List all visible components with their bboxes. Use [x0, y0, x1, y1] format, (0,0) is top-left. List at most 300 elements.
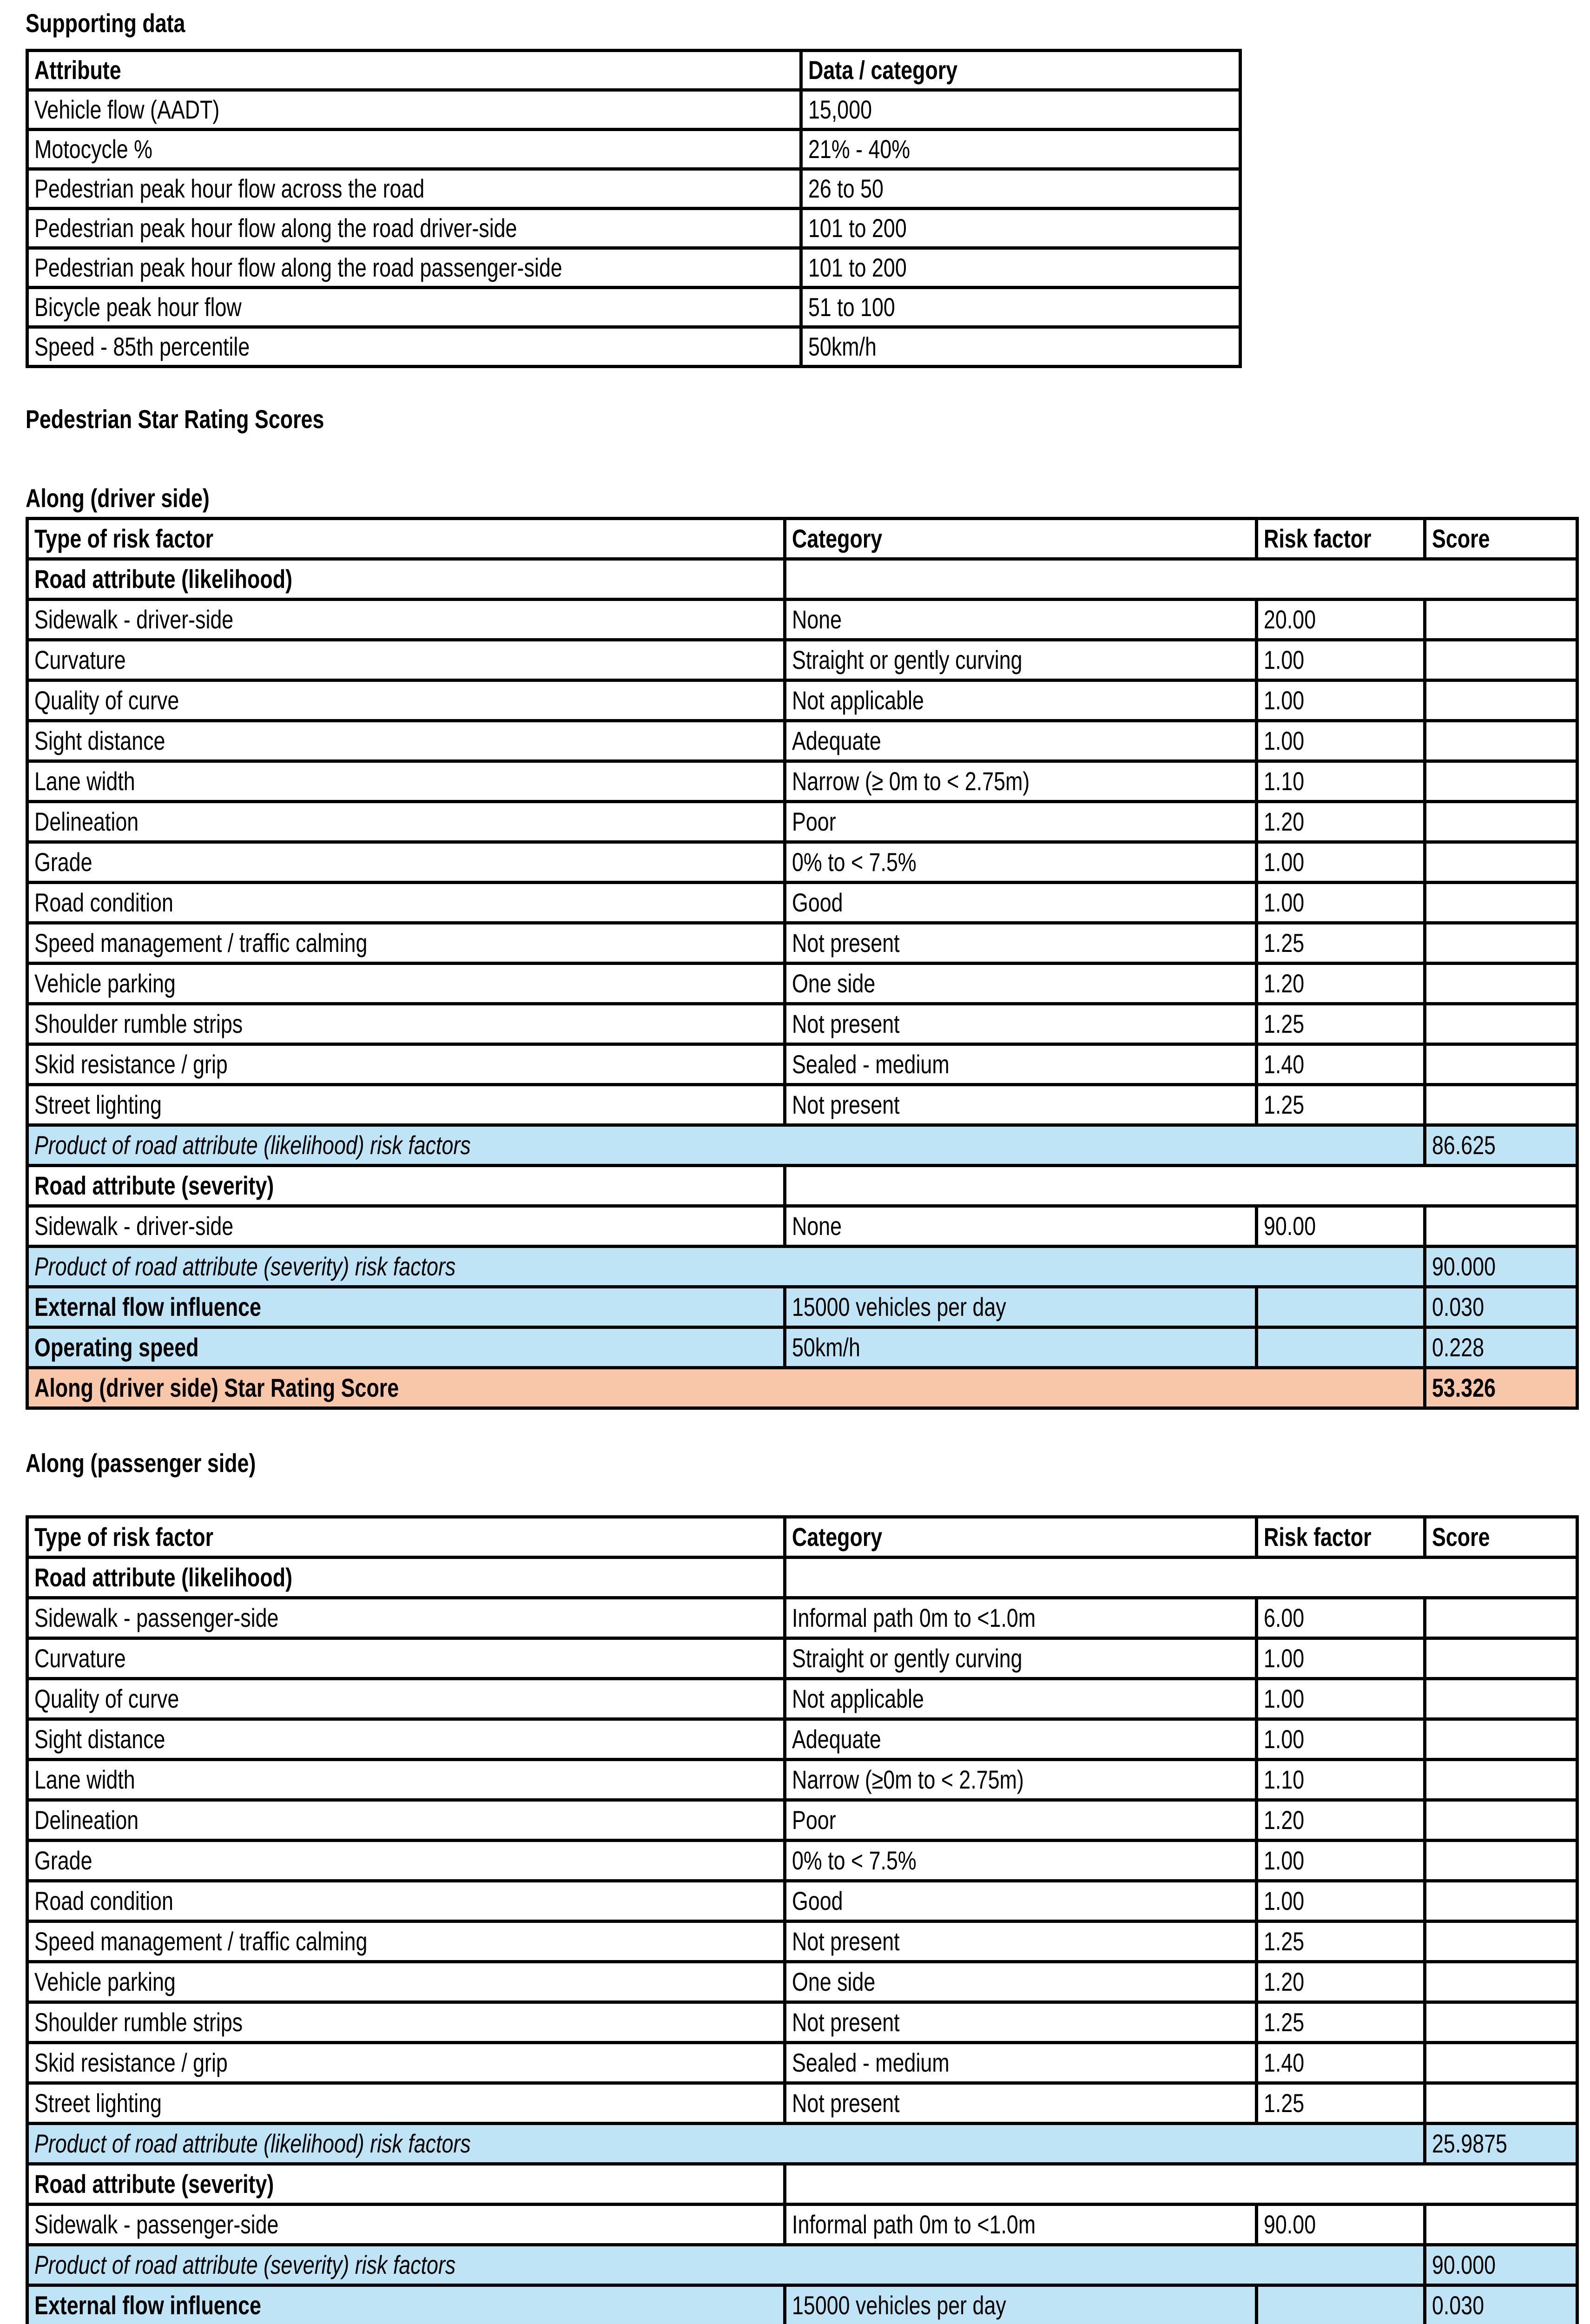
attribute-cell — [27, 327, 801, 367]
score-cell — [1425, 640, 1577, 680]
value-header — [801, 51, 1240, 90]
risk-type-cell — [27, 1085, 785, 1125]
category-cell — [785, 640, 1257, 680]
along-passenger-side-heading-text: Along (passenger side) — [26, 1450, 256, 1477]
risk-factor-cell — [1257, 1760, 1425, 1800]
risk-factor-cell — [1257, 1085, 1425, 1125]
product-score-cell-text: 25.9875 — [1432, 2130, 1507, 2158]
risk-factor-cell-text: 1.00 — [1264, 647, 1304, 674]
risk-factor-cell — [1257, 802, 1425, 842]
risk-type-cell — [27, 721, 785, 761]
section-row — [27, 559, 1577, 600]
category-cell-text: Narrow (≥ 0m to < 2.75m) — [792, 768, 1029, 795]
risk-type-cell-text: Curvature — [34, 1645, 126, 1672]
category-cell-text: Poor — [792, 808, 836, 836]
table-row — [27, 327, 1240, 367]
table-row — [27, 248, 1240, 288]
section-spacer-cell — [785, 1558, 1577, 1598]
risk-type-cell — [27, 1921, 785, 1962]
risk-factor-cell-text: 1.20 — [1264, 808, 1304, 836]
attribute-cell — [27, 130, 801, 169]
item-row — [27, 1044, 1577, 1085]
risk-factor-cell-text: 1.00 — [1264, 687, 1304, 714]
category-cell — [785, 883, 1257, 923]
risk-type-cell-text: Lane width — [34, 1766, 135, 1794]
item-row — [27, 640, 1577, 680]
value-cell — [801, 248, 1240, 288]
value-cell-text: 26 to 50 — [808, 175, 884, 203]
category-cell — [785, 923, 1257, 964]
star-label-cell-text: Along (driver side) Star Rating Score — [34, 1374, 399, 1402]
item-row — [27, 2043, 1577, 2083]
section-spacer-cell — [785, 2164, 1577, 2205]
summary-row — [27, 2285, 1577, 2324]
risk-type-cell-text: Speed management / traffic calming — [34, 1928, 367, 1955]
category-cell — [785, 1085, 1257, 1125]
category-cell-text: Poor — [792, 1807, 836, 1834]
summary-label-cell-text: External flow influence — [34, 1294, 261, 1321]
item-row — [27, 2205, 1577, 2245]
value-cell-text: 50km/h — [808, 333, 877, 361]
item-row — [27, 761, 1577, 802]
risk-type-cell-text: Road condition — [34, 1888, 173, 1915]
score-cell — [1425, 680, 1577, 721]
category-cell-text: Adequate — [792, 727, 881, 755]
star-score-cell-text: 53.326 — [1432, 1374, 1496, 1402]
section-label-cell-text: Road attribute (severity) — [34, 1172, 274, 1200]
value-cell-text: 101 to 200 — [808, 215, 907, 242]
section-spacer-cell — [785, 1166, 1577, 1206]
header-row — [27, 51, 1240, 90]
item-row — [27, 1760, 1577, 1800]
risk-type-cell — [27, 1841, 785, 1881]
summary-label-cell-text: External flow influence — [34, 2292, 261, 2319]
score-cell — [1425, 1679, 1577, 1719]
score-cell — [1425, 1719, 1577, 1760]
risk-factor-cell — [1257, 1044, 1425, 1085]
along-driver-side-table — [26, 517, 1579, 1410]
category-cell — [785, 1638, 1257, 1679]
score-cell — [1425, 1841, 1577, 1881]
category-cell-text: Not present — [792, 1091, 900, 1119]
risk-factor-cell — [1257, 680, 1425, 721]
item-row — [27, 1841, 1577, 1881]
risk-factor-cell — [1257, 2285, 1425, 2324]
score-header — [1425, 519, 1577, 559]
product-score-cell — [1425, 2245, 1577, 2285]
risk-factor-cell — [1257, 842, 1425, 883]
category-cell-text: Not present — [792, 2009, 900, 2036]
risk-factor-cell — [1257, 1598, 1425, 1638]
risk-type-cell-text: Street lighting — [34, 1091, 162, 1119]
attribute-cell — [27, 90, 801, 130]
product-row — [27, 1247, 1577, 1287]
risk-type-cell — [27, 1962, 785, 2002]
item-row — [27, 1638, 1577, 1679]
product-label-cell — [27, 1247, 1425, 1287]
risk-type-cell-text: Sight distance — [34, 727, 165, 755]
risk-type-cell-text: Road condition — [34, 889, 173, 917]
section-label-cell-text: Road attribute (severity) — [34, 2171, 274, 2198]
product-row — [27, 2245, 1577, 2285]
item-row — [27, 600, 1577, 640]
risk-factor-header — [1257, 519, 1425, 559]
product-score-cell — [1425, 2124, 1577, 2164]
along-passenger-side-table — [26, 1515, 1579, 2324]
section-spacer-cell — [785, 559, 1577, 600]
risk-factor-header-text: Risk factor — [1264, 525, 1372, 553]
score-cell — [1425, 761, 1577, 802]
risk-type-cell — [27, 2083, 785, 2124]
value-cell — [801, 169, 1240, 209]
risk-factor-cell-text: 1.20 — [1264, 1968, 1304, 1996]
risk-factor-cell-text: 1.40 — [1264, 1051, 1304, 1078]
category-cell — [785, 600, 1257, 640]
risk-factor-cell — [1257, 1800, 1425, 1841]
product-label-cell — [27, 2124, 1425, 2164]
summary-label-cell-text: Operating speed — [34, 1334, 199, 1361]
risk-factor-cell — [1257, 600, 1425, 640]
risk-factor-cell — [1257, 964, 1425, 1004]
product-label-cell — [27, 1125, 1425, 1166]
risk-type-cell — [27, 964, 785, 1004]
category-cell — [785, 1287, 1257, 1327]
risk-factor-cell — [1257, 1962, 1425, 2002]
risk-factor-cell-text: 90.00 — [1264, 2211, 1316, 2238]
score-cell — [1425, 1085, 1577, 1125]
risk-factor-cell-text: 1.00 — [1264, 727, 1304, 755]
item-row — [27, 1679, 1577, 1719]
risk-factor-cell-text: 1.20 — [1264, 1807, 1304, 1834]
risk-factor-cell — [1257, 1921, 1425, 1962]
value-cell-text: 101 to 200 — [808, 254, 907, 282]
item-row — [27, 842, 1577, 883]
risk-type-cell-text: Delineation — [34, 1807, 139, 1834]
score-cell — [1425, 1800, 1577, 1841]
risk-factor-cell — [1257, 1638, 1425, 1679]
product-row — [27, 2124, 1577, 2164]
category-cell-text: 15000 vehicles per day — [792, 2292, 1006, 2319]
risk-factor-cell-text: 1.25 — [1264, 1010, 1304, 1038]
category-cell-text: Straight or gently curving — [792, 1645, 1023, 1672]
score-cell-text: 0.030 — [1432, 2292, 1484, 2319]
score-header-text: Score — [1432, 1524, 1490, 1551]
risk-factor-cell — [1257, 761, 1425, 802]
risk-type-cell — [27, 802, 785, 842]
attribute-cell — [27, 209, 801, 248]
category-header — [785, 1517, 1257, 1558]
risk-factor-cell — [1257, 1004, 1425, 1044]
category-header-text: Category — [792, 1524, 882, 1551]
score-cell — [1425, 1598, 1577, 1638]
attribute-cell — [27, 288, 801, 327]
category-cell — [785, 802, 1257, 842]
risk-type-cell-text: Sidewalk - passenger-side — [34, 1604, 278, 1632]
risk-type-cell-text: Sight distance — [34, 1726, 165, 1753]
attribute-header — [27, 51, 801, 90]
table-row — [27, 90, 1240, 130]
attribute-cell — [27, 248, 801, 288]
category-cell — [785, 1719, 1257, 1760]
risk-type-cell — [27, 1004, 785, 1044]
risk-type-cell — [27, 1044, 785, 1085]
risk-type-cell — [27, 2205, 785, 2245]
risk-type-cell-text: Skid resistance / grip — [34, 2049, 228, 2077]
score-cell — [1425, 1760, 1577, 1800]
item-row — [27, 923, 1577, 964]
risk-type-cell-text: Shoulder rumble strips — [34, 1010, 243, 1038]
item-row — [27, 1962, 1577, 2002]
category-cell — [785, 761, 1257, 802]
category-cell-text: None — [792, 1213, 842, 1240]
risk-type-cell-text: Shoulder rumble strips — [34, 2009, 243, 2036]
product-score-cell-text: 90.000 — [1432, 2251, 1496, 2279]
risk-factor-cell — [1257, 1287, 1425, 1327]
risk-factor-cell — [1257, 1679, 1425, 1719]
score-cell — [1425, 1044, 1577, 1085]
category-cell — [785, 1760, 1257, 1800]
item-row — [27, 1598, 1577, 1638]
summary-label-cell — [27, 1327, 785, 1368]
risk-type-cell-text: Lane width — [34, 768, 135, 795]
score-cell — [1425, 1921, 1577, 1962]
risk-type-cell-text: Delineation — [34, 808, 139, 836]
category-cell-text: Informal path 0m to <1.0m — [792, 1604, 1036, 1632]
risk-type-cell-text: Skid resistance / grip — [34, 1051, 228, 1078]
category-cell — [785, 1800, 1257, 1841]
risk-factor-cell — [1257, 883, 1425, 923]
item-row — [27, 2083, 1577, 2124]
risk-type-cell — [27, 2002, 785, 2043]
category-header — [785, 519, 1257, 559]
supporting-data-table — [26, 49, 1242, 368]
item-row — [27, 2002, 1577, 2043]
attribute-cell-text: Motocycle % — [34, 136, 152, 163]
score-cell — [1425, 923, 1577, 964]
attribute-cell-text: Bicycle peak hour flow — [34, 294, 242, 321]
score-cell — [1425, 964, 1577, 1004]
risk-type-cell-text: Curvature — [34, 647, 126, 674]
risk-type-cell-text: Grade — [34, 1847, 92, 1875]
supporting-data-title-text: Supporting data — [26, 10, 185, 37]
category-cell-text: Straight or gently curving — [792, 647, 1023, 674]
category-cell-text: Not applicable — [792, 687, 924, 714]
risk-factor-cell-text: 90.00 — [1264, 1213, 1316, 1240]
category-cell — [785, 842, 1257, 883]
category-cell-text: Not present — [792, 1010, 900, 1038]
risk-factor-cell-text: 1.00 — [1264, 1685, 1304, 1713]
product-score-cell — [1425, 1247, 1577, 1287]
risk-type-cell — [27, 1206, 785, 1247]
star-row — [27, 1368, 1577, 1408]
risk-type-cell — [27, 1679, 785, 1719]
risk-factor-cell — [1257, 1327, 1425, 1368]
item-row — [27, 964, 1577, 1004]
value-cell — [801, 130, 1240, 169]
risk-factor-cell — [1257, 1841, 1425, 1881]
risk-factor-cell — [1257, 721, 1425, 761]
risk-factor-cell — [1257, 923, 1425, 964]
attribute-cell-text: Pedestrian peak hour flow along the road passenger-side — [34, 254, 562, 282]
risk-factor-cell — [1257, 1206, 1425, 1247]
risk-type-cell — [27, 1881, 785, 1921]
score-cell — [1425, 2002, 1577, 2043]
category-cell-text: Sealed - medium — [792, 2049, 950, 2077]
risk-type-cell — [27, 2043, 785, 2083]
value-cell — [801, 90, 1240, 130]
score-cell — [1425, 600, 1577, 640]
category-header-text: Category — [792, 525, 882, 553]
risk-factor-cell-text: 1.00 — [1264, 849, 1304, 876]
category-cell — [785, 1598, 1257, 1638]
star-score-cell — [1425, 1368, 1577, 1408]
risk-factor-cell-text: 1.00 — [1264, 889, 1304, 917]
category-cell — [785, 2043, 1257, 2083]
supporting-data-title — [26, 9, 1590, 37]
score-cell — [1425, 883, 1577, 923]
risk-factor-cell — [1257, 2002, 1425, 2043]
risk-type-cell-text: Quality of curve — [34, 1685, 179, 1713]
risk-factor-cell-text: 1.40 — [1264, 2049, 1304, 2077]
risk-type-cell — [27, 1638, 785, 1679]
attribute-cell-text: Pedestrian peak hour flow along the road driver-side — [34, 215, 517, 242]
risk-type-cell — [27, 680, 785, 721]
score-cell — [1425, 1962, 1577, 2002]
category-cell-text: 0% to < 7.5% — [792, 1847, 917, 1875]
category-cell — [785, 1962, 1257, 2002]
score-header — [1425, 1517, 1577, 1558]
risk-factor-cell-text: 1.25 — [1264, 1091, 1304, 1119]
item-row — [27, 1800, 1577, 1841]
attribute-cell — [27, 169, 801, 209]
section-label-cell — [27, 2164, 785, 2205]
risk-type-cell-text: Quality of curve — [34, 687, 179, 714]
category-cell — [785, 1881, 1257, 1921]
value-cell-text: 51 to 100 — [808, 294, 895, 321]
category-cell — [785, 1679, 1257, 1719]
item-row — [27, 1719, 1577, 1760]
category-cell-text: Good — [792, 1888, 843, 1915]
section-label-cell — [27, 559, 785, 600]
risk-factor-cell-text: 6.00 — [1264, 1604, 1304, 1632]
score-cell — [1425, 2205, 1577, 2245]
category-cell-text: None — [792, 606, 842, 634]
risk-type-cell — [27, 923, 785, 964]
product-score-cell-text: 86.625 — [1432, 1132, 1496, 1159]
risk-factor-cell-text: 1.10 — [1264, 1766, 1304, 1794]
section-label-cell-text: Road attribute (likelihood) — [34, 566, 292, 593]
risk-type-cell-text: Sidewalk - driver-side — [34, 1213, 233, 1240]
value-header-text: Data / category — [808, 57, 957, 84]
risk-type-cell-text: Speed management / traffic calming — [34, 930, 367, 957]
product-label-cell-text: Product of road attribute (likelihood) risk factors — [34, 1132, 471, 1159]
star-label-cell — [27, 1368, 1425, 1408]
category-cell — [785, 964, 1257, 1004]
category-cell-text: Good — [792, 889, 843, 917]
risk-factor-cell-text: 20.00 — [1264, 606, 1316, 634]
risk-factor-cell-text: 1.00 — [1264, 1888, 1304, 1915]
along-driver-side-heading — [26, 484, 1590, 512]
category-cell-text: Sealed - medium — [792, 1051, 950, 1078]
section-row — [27, 1166, 1577, 1206]
risk-type-cell-text: Vehicle parking — [34, 1968, 176, 1996]
risk-factor-cell-text: 1.00 — [1264, 1645, 1304, 1672]
star-rating-scores-heading — [26, 405, 1590, 433]
risk-factor-header-text: Risk factor — [1264, 1524, 1372, 1551]
table-row — [27, 169, 1240, 209]
risk-type-cell-text: Sidewalk - passenger-side — [34, 2211, 278, 2238]
score-cell — [1425, 1881, 1577, 1921]
score-cell — [1425, 2043, 1577, 2083]
product-score-cell — [1425, 1125, 1577, 1166]
category-cell — [785, 2285, 1257, 2324]
score-cell — [1425, 1287, 1577, 1327]
risk-factor-cell-text: 1.25 — [1264, 930, 1304, 957]
product-score-cell-text: 90.000 — [1432, 1253, 1496, 1281]
risk-factor-cell-text: 1.00 — [1264, 1847, 1304, 1875]
risk-type-cell — [27, 883, 785, 923]
risk-type-cell-text: Street lighting — [34, 2090, 162, 2117]
score-cell-text: 0.228 — [1432, 1334, 1484, 1361]
product-row — [27, 1125, 1577, 1166]
category-cell — [785, 1841, 1257, 1881]
section-label-cell — [27, 1166, 785, 1206]
risk-type-cell-text: Vehicle parking — [34, 970, 176, 997]
category-cell-text: Not present — [792, 930, 900, 957]
type-header — [27, 1517, 785, 1558]
item-row — [27, 1004, 1577, 1044]
along-driver-side-heading-text: Along (driver side) — [26, 485, 210, 512]
category-cell-text: Not applicable — [792, 1685, 924, 1713]
risk-factor-cell-text: 1.25 — [1264, 1928, 1304, 1955]
score-cell — [1425, 1206, 1577, 1247]
risk-factor-cell-text: 1.00 — [1264, 1726, 1304, 1753]
risk-type-cell-text: Sidewalk - driver-side — [34, 606, 233, 634]
risk-type-cell — [27, 1719, 785, 1760]
product-label-cell-text: Product of road attribute (severity) risk factors — [34, 2251, 455, 2279]
section-row — [27, 2164, 1577, 2205]
summary-label-cell — [27, 2285, 785, 2324]
risk-type-cell — [27, 842, 785, 883]
category-cell-text: Informal path 0m to <1.0m — [792, 2211, 1036, 2238]
score-cell — [1425, 721, 1577, 761]
risk-type-cell — [27, 600, 785, 640]
item-row — [27, 721, 1577, 761]
category-cell — [785, 2083, 1257, 2124]
risk-type-cell — [27, 640, 785, 680]
risk-factor-cell — [1257, 2043, 1425, 2083]
summary-row — [27, 1327, 1577, 1368]
risk-factor-header — [1257, 1517, 1425, 1558]
item-row — [27, 1921, 1577, 1962]
risk-factor-cell — [1257, 640, 1425, 680]
table-row — [27, 130, 1240, 169]
category-cell-text: One side — [792, 1968, 875, 1996]
product-label-cell-text: Product of road attribute (likelihood) risk factors — [34, 2130, 471, 2158]
score-cell — [1425, 842, 1577, 883]
category-cell-text: Not present — [792, 2090, 900, 2117]
attribute-cell-text: Speed - 85th percentile — [34, 333, 250, 361]
category-cell-text: Narrow (≥0m to < 2.75m) — [792, 1766, 1024, 1794]
risk-type-cell — [27, 1800, 785, 1841]
value-cell — [801, 327, 1240, 367]
item-row — [27, 802, 1577, 842]
summary-row — [27, 1287, 1577, 1327]
category-cell-text: Adequate — [792, 1726, 881, 1753]
type-header-text: Type of risk factor — [34, 1524, 213, 1551]
value-cell — [801, 209, 1240, 248]
score-cell — [1425, 1004, 1577, 1044]
